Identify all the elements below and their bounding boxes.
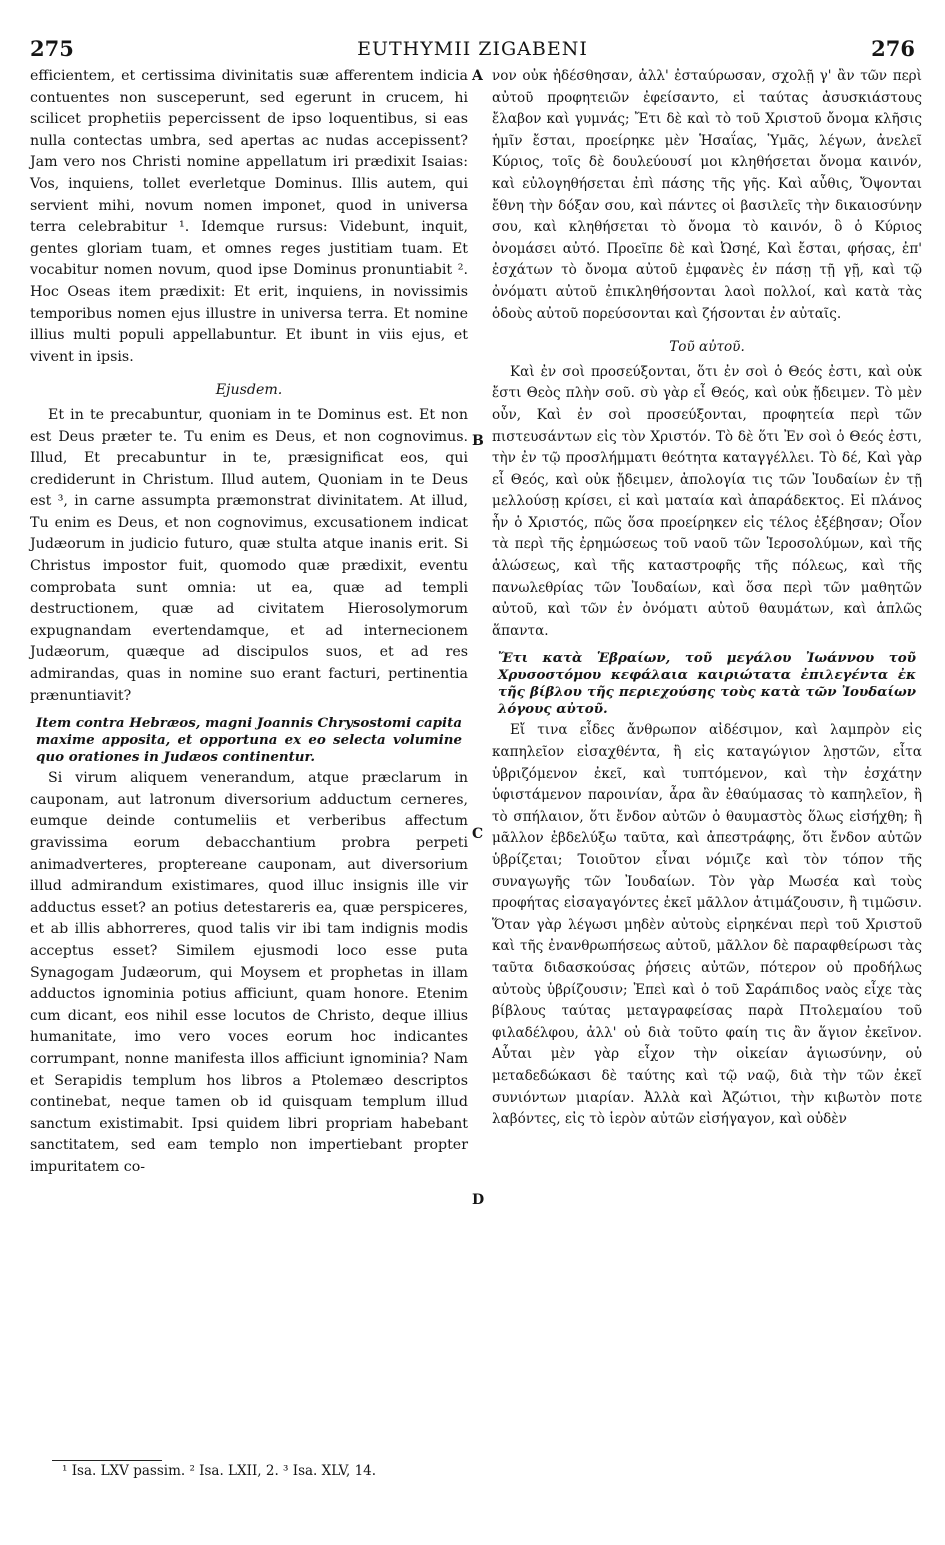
footnote-rule: [52, 1460, 162, 1461]
latin-subheading-ejusdem: Ejusdem.: [215, 382, 283, 399]
greek-subheading-tou-autou: Τοῦ αὐτοῦ.: [669, 339, 745, 356]
latin-paragraph-1: efficientem, et certissima divinitatis suæ afferentem indicia contuentes non susceperunt, sed egerunt in crucem, hi scilicet prophetiis pepercissent de ipso loquentibus, si eas nulla contectas umbra, sed apertas ac nudas accepissent? Jam vero nos Christi nomine appellatum iri prædixit Isaias: Vos, inquiens, tollet everletque Dominus. Illis autem, qui servient mihi, novum nomen imponet, quod in universa terra celebrabitur ¹. Idemque rursus: Videbunt, inquit, gentes gloriam tuam, et omnes reges justitiam tuam. Et vocabitur nomen novum, quod ipse Dominus pronuntiabit ². Hoc Oseas item prædixit: Et erit, inquiens, in novissimis temporibus nomen ejus illustre in universa terra. Et nomine illius multi populi appellabuntur. Et ibunt in viis ejus, et vivent in ipsis.: [30, 68, 468, 365]
page-number-left: 275: [30, 36, 74, 61]
running-title: EUTHYMII ZIGABENI: [357, 38, 588, 60]
margin-letter-b: B: [472, 433, 484, 449]
margin-letter-c: C: [472, 826, 484, 842]
page-number-right: 276: [871, 36, 915, 61]
running-header: [30, 36, 915, 66]
greek-paragraph-2: Καὶ ἐν σοὶ προσεύξονται, ὅτι ἐν σοὶ ὁ Θεός ἐστι, καὶ οὐκ ἔστι Θεὸς πλὴν σοῦ. σὺ γὰρ εἶ Θεός, καὶ οὐκ ᾔδειμεν. Τὸ μὲν οὖν, Καὶ ἐν σοὶ προσεύξονται, προφητεία περὶ τῶν πιστευσάντων εἰς τὸν Χριστόν. Τὸ δὲ ὅτι Ἐν σοὶ ὁ Θεός ἐστι, τὴν ἐν τῷ προσλήμματι θεότητα καταγγέλλει. Τὸ δέ, Καὶ γὰρ εἶ Θεός, καὶ οὐκ ᾔδειμεν, ἀπολογία τις τῶν Ἰουδαίων ἐν τῇ μελλούσῃ κρίσει, εἰ καὶ ματαία καὶ ἀπαράδεκτος. Εἰ πλάνος ἦν ὁ Χριστός, πῶς ὅσα προείρηκεν εἰς τέλος ἐξέβησαν; Οἷον τὰ περὶ τῆς ἐρημώσεως τοῦ ναοῦ τῶν Ἱεροσολύμων, καὶ τῆς ἁλώσεως, καὶ τῆς καταστροφῆς τῆς πόλεως, καὶ τῆς πανωλεθρίας τῶν Ἰουδαίων, καὶ ὅσα περὶ τῶν μαθητῶν αὐτοῦ, καὶ τῶν ἐν ὀνόματι αὐτοῦ θαυμάτων, καὶ ἁπλῶς ἅπαντα.: [492, 363, 922, 639]
latin-paragraph-2: Et in te precabuntur, quoniam in te Dominus est. Et non est Deus præter te. Tu enim es Deus, et non cognovimus. Illud, Et precabuntur in te, præsignificat eos, qui crediderunt in Christum. Illud autem, Quoniam in te Deus est ³, in carne assumpta præmonstrat divinitatem. At illud, Tu enim es Deus, et non cognovimus, excusationem indicat Judæorum in judicio futuro, quæ stulta atque inanis erit. Si Christus impostor fuit, quomodo quæ prædixit, eventu comprobata sunt omnia: ut ea, quæ ad templi destructionem, quæ ad civitatem Hierosolymorum expugnandam evertendamque, et ad internecionem Judæorum, quæque ad discipulos suos, et ad res admirandas, quas in nomine suo erant facturi, pertinentia prænuntiavit?: [30, 406, 468, 704]
greek-column: [492, 66, 922, 1131]
latin-paragraph-3: Si virum aliquem venerandum, atque præclarum in cauponam, aut latronum diversorium adductum cerneres, eumque deinde contumeliis et verberibus affectum gravissima eorum debacchantium probra perpeti animadverteres, propterеane cauponam, aut diversorium illud admirandum existimares, quod illuc insignis ille vir adductus esset? an potius detestareris ea, quæ perspiceres, et ab illis abhorreres, quod talis vir ibi tam indignis modis acceptus esset? Similem ejusmodi loco esse puta Synagogam Judæorum, qui Moysem et prophetas in illam adductos ignominia potius afficiunt, quam honore. Etenim cum dicant, eos nihil esse locutos de Christo, deque illius humanitate, imo vero voces eorum hoc indicantes corrumpant, nonne manifesta illos afficiunt ignominia? Nam et Serapidis templum hos libros a Ptolemæo descriptos continebat, neque tamen ob id quisquam templum illud sanctum existimabit. Ipsi quidem libri propriam habebant sanctitatem, sed eam templo non impertiebant propter impuritatem co-: [30, 770, 468, 1175]
latin-column: [30, 66, 468, 1179]
margin-letter-a: A: [472, 68, 483, 84]
latin-section-title: Item contra Hebræos, magni Joannis Chrysostomi capita maxime apposita, et opportuna ex eo selecta volumine quo orationes in Judæos continentur.: [36, 715, 462, 766]
margin-letter-d: D: [472, 1192, 485, 1208]
footnotes: ¹ Isa. LXV passim. ² Isa. LXII, 2. ³ Isa. XLV, 14.: [62, 1463, 377, 1479]
greek-paragraph-1: νον οὐκ ἠδέσθησαν, ἀλλ' ἐσταύρωσαν, σχολῇ γ' ἂν τῶν περὶ αὐτοῦ προφητειῶν ἐφείσαντο, εἰ ταύτας ἀσυσκιάστους ἔλαβον καὶ γυμνάς; Ἔτι δὲ καὶ τὸ τοῦ Χριστοῦ ὄνομα κλῆσις ἡμῖν ἔσται, προείρηκε μὲν Ἡσαΐας, Ὑμᾶς, λέγων, ἀνελεῖ Κύριος, τοῖς δὲ δουλεύουσί μοι κληθήσεται ὄνομα καινόν, καὶ εὐλογηθήσεται ἐπὶ πάσης τῆς γῆς. Καὶ αὖθις, Ὄψονται ἔθνη τὴν δόξαν σου, καὶ πάντες οἱ βασιλεῖς τὴν δικαιοσύνην σου, καὶ κληθήσεται τὸ ὄνομα τὸ καινόν, ὃ ὁ Κύριος ὀνομάσει αὐτό. Προεῖπε δὲ καὶ Ὠσηέ, Καὶ ἔσται, φήσας, ἐπ' ἐσχάτων τὸ ὄνομα αὐτοῦ ἐμφανὲς ἐν πάσῃ τῇ γῇ, καὶ τῷ ὀνόματι αὐτοῦ ἐπικληθήσονται λαοὶ πολλοί, καὶ κατὰ τὰς ὁδοὺς αὐτοῦ πορεύσονται καὶ ζήσονται ἐν αὐταῖς.: [492, 68, 922, 322]
greek-paragraph-3: Εἴ τινα εἶδες ἄνθρωπον αἰδέσιμον, καὶ λαμπρὸν εἰς καπηλεῖον εἰσαχθέντα, ἢ εἰς καταγώγιον λῃστῶν, εἶτα ὑβριζόμενον ἐκεῖ, καὶ τυπτόμενον, καὶ τὴν ἐσχάτην ὑφιστάμενον παροινίαν, ἆρα ἂν ἐθαύμασας τὸ καπηλεῖον, ἢ τὸ σπήλαιον, ὅτι ἔνδον αὐτῶν ὁ θαυμαστὸς ὅλως εἰσήχθη; ἢ μᾶλλον ἐβδελύξω ταῦτα, καὶ ἀπεστράφης, ὅτι ἔνδον αὐτῶν ὑβρίζεται; Τοιοῦτον εἶναι νόμιζε καὶ τὸν τόπον τῆς συναγωγῆς τῶν Ἰουδαίων. Τὸν γὰρ Μωσέα καὶ τοὺς προφήτας εἰσαγαγόντες ἐκεῖ μᾶλλον ἀτιμάζουσιν, ἢ τιμῶσιν. Ὅταν γὰρ λέγωσι μηδὲν αὐτοὺς εἰρηκέναι περὶ τοῦ Χριστοῦ καὶ τῆς ἐνανθρωπήσεως αὐτοῦ, μᾶλλον δὲ παραφθείρωσι τὰς ταῦτα διδασκούσας ῥήσεις αὐτῶν, πότερον οὐ προδήλως αὐτοὺς ὑβρίζουσιν; Ἐπεὶ καὶ ὁ τοῦ Σαράπιδος ναὸς εἶχε τὰς βίβλους ταύτας μεταγραφείσας παρὰ Πτολεμαίου τοῦ φιλαδέλφου, ἀλλ' οὐ διὰ τοῦτο φαίη τις ἂν ἅγιον ἐκεῖνον. Αὗται μὲν γὰρ εἶχον τὴν οἰκείαν ἁγιωσύνην, οὐ μεταδεδώκασι δὲ ταύτης καὶ τῷ ναῷ, διὰ τὴν τῶν ἐκεῖ συνιόντων μιαρίαν. Ἀλλὰ καὶ Ἀζώτιοι, τὴν κιβωτὸν ποτε λαβόντες, εἰς τὸ ἱερὸν αὐτῶν εἰσήγαγον, καὶ οὐδὲν: [492, 722, 922, 1128]
greek-section-title: Ἔτι κατὰ Ἑβραίων, τοῦ μεγάλου Ἰωάννου τοῦ Χρυσοστόμου κεφάλαια καιριώτατα ἐπιλεγέντα ἐκ τῆς βίβλου τῆς περιεχούσης τοὺς κατὰ τῶν Ἰουδαίων λόγους αὐτοῦ.: [498, 650, 916, 718]
